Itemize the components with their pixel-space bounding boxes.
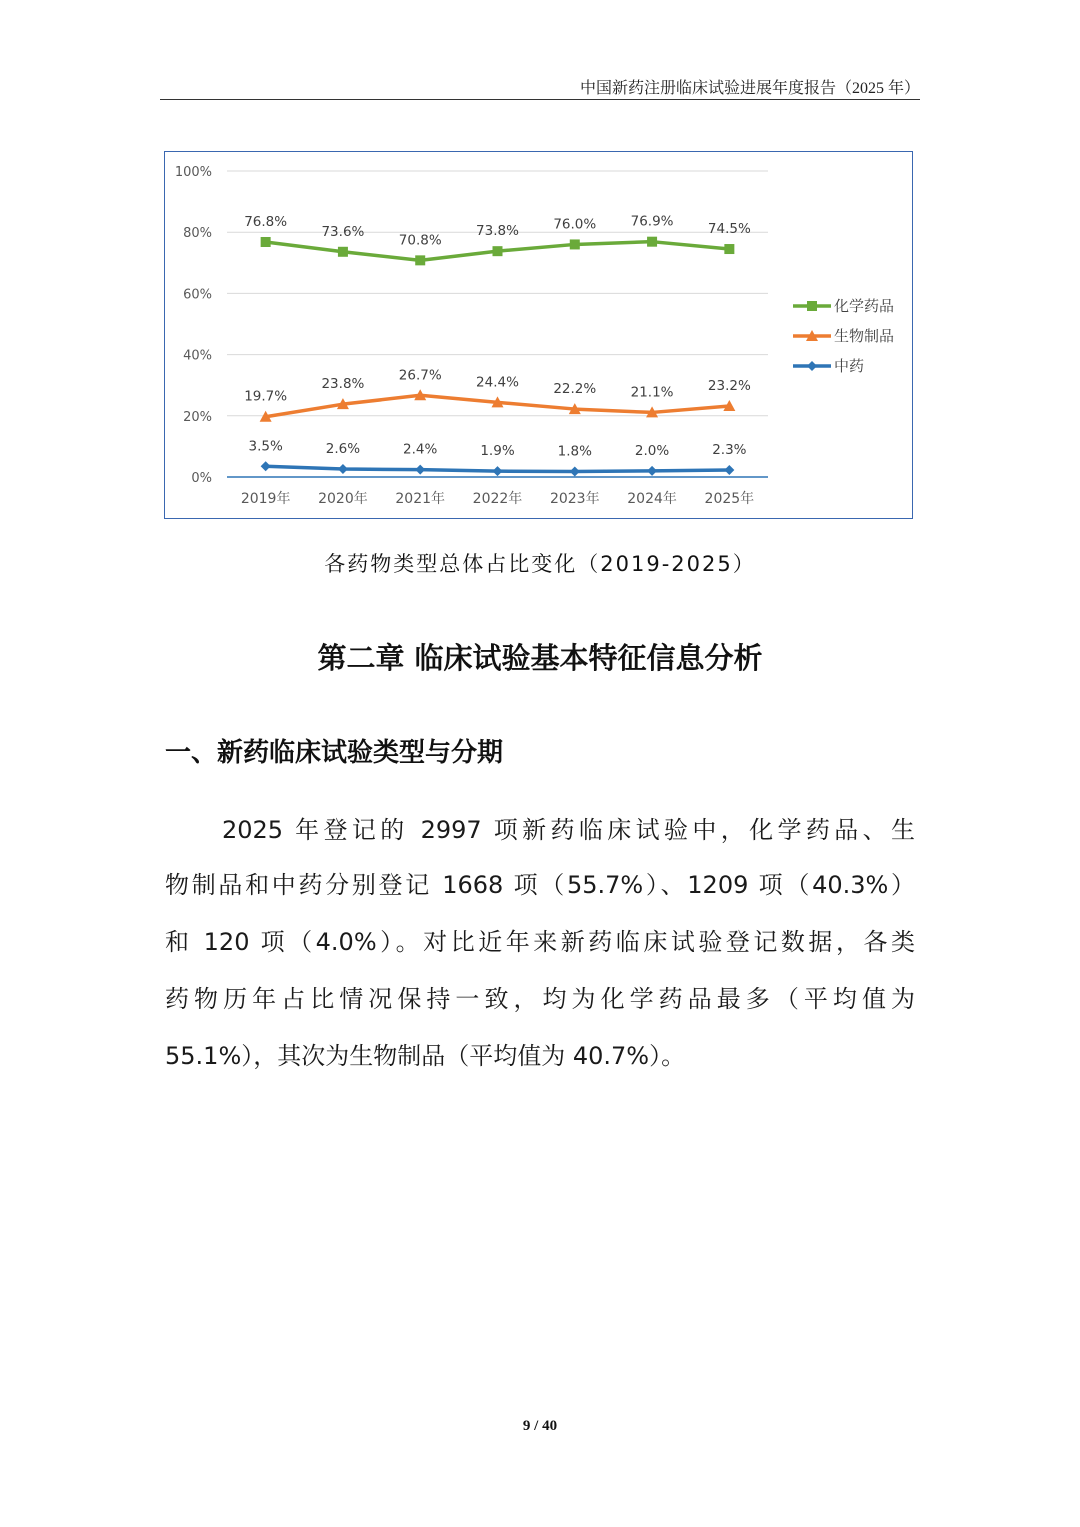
- x-tick-label: 2021年: [395, 491, 446, 507]
- page-number: 9 / 40: [522, 1418, 558, 1434]
- data-point: [647, 237, 657, 247]
- data-label: 2.4%: [403, 441, 438, 458]
- paragraph-line: 药物历年占比情况保持一致，均为化学药品最多（平均值为: [165, 985, 915, 1013]
- figure-caption: 各药物类型总体占比变化（2019-2025）: [324, 552, 756, 576]
- data-label: 23.2%: [707, 378, 751, 395]
- data-point: [724, 244, 734, 254]
- line-chart: [164, 151, 913, 519]
- data-point: [261, 237, 271, 247]
- data-point: [493, 466, 503, 476]
- paragraph-line: 55.1%），其次为生物制品（平均值为 40.7%）。: [165, 1042, 686, 1070]
- data-label: 2.6%: [325, 441, 361, 458]
- data-label: 26.7%: [398, 367, 442, 384]
- legend-marker: [807, 361, 817, 371]
- x-tick-label: 2022年: [472, 491, 523, 507]
- data-label: 21.1%: [630, 384, 674, 401]
- data-label: 1.8%: [557, 443, 592, 460]
- data-label: 19.7%: [244, 388, 288, 405]
- data-label: 2.3%: [712, 441, 747, 458]
- x-tick-label: 2019年: [240, 491, 291, 507]
- data-point: [570, 466, 580, 476]
- y-tick-label: 20%: [183, 409, 212, 425]
- section-title: 一、新药临床试验类型与分期: [165, 738, 504, 768]
- running-header: 中国新药注册临床试验进展年度报告（2025 年）: [579, 80, 920, 97]
- data-label: 73.8%: [476, 223, 519, 240]
- legend-marker: [807, 301, 817, 311]
- data-point: [338, 464, 348, 474]
- data-label: 24.4%: [476, 374, 519, 391]
- legend-label: 化学药品: [834, 297, 895, 315]
- x-tick-label: 2024年: [627, 491, 677, 507]
- y-tick-label: 40%: [183, 348, 212, 364]
- data-point: [261, 461, 271, 471]
- paragraph-line: 物制品和中药分别登记 1668 项（55.7%）、1209 项（40.3%）: [165, 871, 915, 899]
- y-tick-label: 60%: [183, 287, 212, 303]
- header-rule: [160, 99, 920, 100]
- x-tick-label: 2023年: [549, 491, 600, 507]
- legend-label: 中药: [834, 357, 865, 375]
- data-point: [647, 466, 657, 476]
- data-label: 73.6%: [321, 223, 365, 240]
- paragraph-line: 2025 年登记的 2997 项新药临床试验中，化学药品、生: [222, 816, 915, 844]
- data-label: 76.0%: [553, 216, 597, 233]
- x-tick-label: 2025年: [704, 491, 755, 507]
- legend-label: 生物制品: [834, 327, 895, 345]
- data-label: 1.9%: [480, 443, 515, 460]
- data-label: 23.8%: [321, 376, 365, 393]
- data-label: 3.5%: [248, 438, 283, 455]
- y-tick-label: 100%: [174, 165, 212, 180]
- data-point: [724, 465, 734, 475]
- data-label: 74.5%: [707, 221, 751, 238]
- y-tick-label: 0%: [191, 471, 212, 486]
- data-point: [338, 247, 348, 257]
- data-point: [570, 239, 580, 249]
- chapter-title: 第二章 临床试验基本特征信息分析: [317, 641, 763, 675]
- data-label: 2.0%: [634, 442, 670, 459]
- data-label: 76.8%: [244, 213, 288, 230]
- x-tick-label: 2020年: [318, 491, 368, 507]
- y-tick-label: 80%: [183, 226, 212, 242]
- data-point: [493, 246, 503, 256]
- chart-canvas: [165, 152, 911, 517]
- data-label: 22.2%: [553, 381, 597, 398]
- data-point: [415, 465, 425, 475]
- data-label: 76.9%: [630, 213, 674, 230]
- data-point: [415, 255, 425, 265]
- paragraph-line: 和 120 项（4.0%）。对比近年来新药临床试验登记数据，各类: [165, 928, 915, 956]
- data-label: 70.8%: [398, 232, 442, 249]
